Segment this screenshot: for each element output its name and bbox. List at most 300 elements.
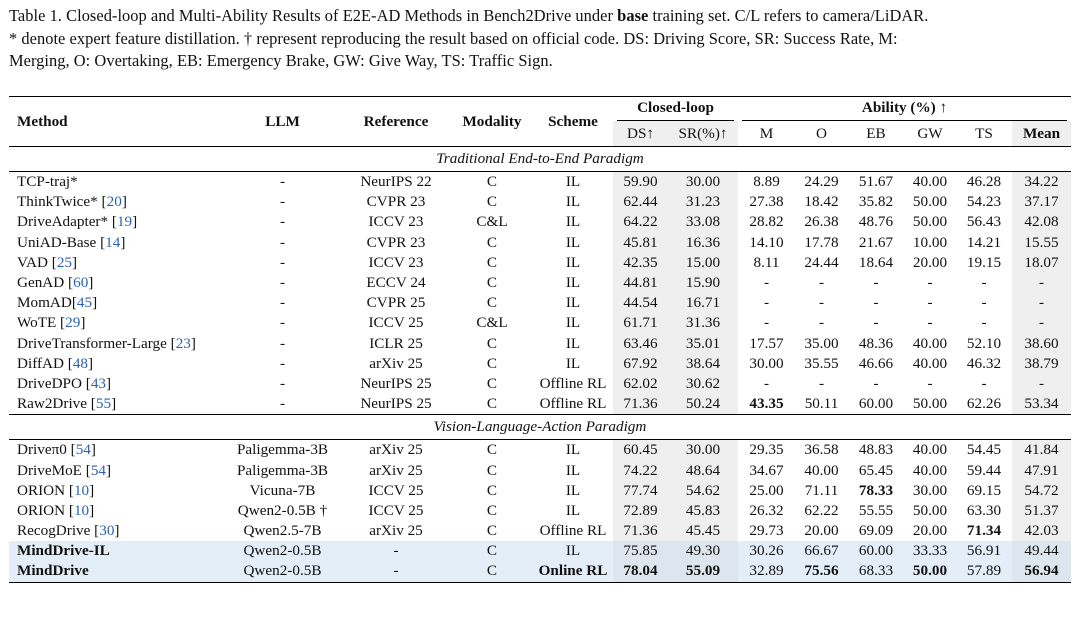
reference-cell: ICCV 23 xyxy=(368,213,424,231)
reference-cell: ICCV 25 xyxy=(368,501,424,519)
eb-cell: - xyxy=(873,274,879,292)
modality-cell: C xyxy=(486,395,498,413)
table-row xyxy=(9,440,1071,461)
ds-cell: 64.22 xyxy=(613,212,668,232)
m-cell: 29.73 xyxy=(749,522,784,540)
m-cell: 34.67 xyxy=(749,461,784,479)
gw-cell: 50.00 xyxy=(912,213,948,231)
method-cell xyxy=(9,374,224,394)
modality-cell: C xyxy=(486,294,498,312)
reference-cell: - xyxy=(341,561,451,582)
sr-cell: 54.62 xyxy=(668,481,738,501)
method-name: UniAD-Base [ xyxy=(17,233,106,251)
reference-cell: ICLR 25 xyxy=(369,334,423,352)
gw-cell: - xyxy=(927,294,933,312)
citation-bracket: ] xyxy=(114,522,120,540)
ds-cell: 71.36 xyxy=(613,521,668,541)
sr-cell: 50.24 xyxy=(668,394,738,415)
method-cell xyxy=(9,192,224,212)
method-name: DriveDPO [ xyxy=(17,374,91,392)
m-cell: 32.89 xyxy=(738,561,795,582)
table-row xyxy=(9,481,1071,501)
citation-link[interactable]: 48 xyxy=(72,354,89,372)
method-name: Raw2Drive [ xyxy=(17,395,96,413)
eb-cell: 48.83 xyxy=(858,441,894,459)
ts-cell: 62.26 xyxy=(966,395,1002,413)
scheme-cell: Offline RL xyxy=(539,522,607,540)
mean-cell: 41.84 xyxy=(1012,440,1071,461)
mean-cell: - xyxy=(1012,273,1071,293)
ts-cell: 19.15 xyxy=(966,253,1002,271)
o-cell: 17.78 xyxy=(804,233,839,251)
method-cell xyxy=(9,212,224,232)
citation-bracket: ] xyxy=(80,314,86,332)
m-cell: 25.00 xyxy=(749,481,784,499)
caption-line-1: Table 1. Closed-loop and Multi-Ability Results of E2E-AD Methods in Bench2Drive under base training set. C/L refers to camera/LiDAR. xyxy=(9,6,929,25)
table-row xyxy=(9,192,1071,212)
scheme-cell: Online RL xyxy=(533,561,613,582)
o-cell: 26.38 xyxy=(804,213,839,231)
modality-cell: C xyxy=(486,274,498,292)
o-cell: 24.29 xyxy=(804,173,839,191)
citation-link[interactable]: 25 xyxy=(56,253,72,271)
table-row xyxy=(9,212,1071,232)
ts-cell: 46.28 xyxy=(966,173,1002,191)
sr-cell: 38.64 xyxy=(668,354,738,374)
sr-cell: 45.83 xyxy=(668,501,738,521)
gw-cell: 40.00 xyxy=(912,461,948,479)
table-row xyxy=(9,293,1071,313)
ts-cell: 59.44 xyxy=(966,461,1002,479)
sr-cell: 16.36 xyxy=(668,233,738,253)
modality-cell: C xyxy=(486,253,498,271)
citation-link[interactable]: 43 xyxy=(90,374,107,392)
mean-cell: 38.60 xyxy=(1012,334,1071,354)
citation-link[interactable]: 10 xyxy=(73,481,90,499)
m-cell: 26.32 xyxy=(749,501,784,519)
ds-cell: 67.92 xyxy=(613,354,668,374)
gw-cell: 20.00 xyxy=(912,253,948,271)
o-cell: 18.42 xyxy=(804,193,839,211)
m-cell: - xyxy=(763,274,770,292)
citation-bracket: ] xyxy=(90,441,96,459)
sr-cell: 33.08 xyxy=(668,212,738,232)
col-mean: Mean xyxy=(1012,121,1071,147)
method-name: TCP-traj* xyxy=(17,173,78,191)
modality-cell: C xyxy=(486,441,498,459)
ts-cell: - xyxy=(981,314,987,332)
mean-cell: 47.91 xyxy=(1012,460,1071,480)
llm-cell: Qwen2.5-7B xyxy=(243,522,322,540)
scheme-cell: IL xyxy=(565,173,581,191)
sr-cell: 15.90 xyxy=(668,273,738,293)
m-cell: 17.57 xyxy=(749,334,784,352)
o-cell: - xyxy=(818,274,825,292)
method-name: ORION [ xyxy=(17,481,74,499)
gw-cell: 20.00 xyxy=(912,522,948,540)
citation-link[interactable]: 54 xyxy=(75,441,91,459)
m-cell: - xyxy=(763,374,770,392)
citation-bracket: ] xyxy=(121,193,127,211)
ts-cell: 54.23 xyxy=(966,193,1002,211)
citation-bracket: ] xyxy=(120,233,126,251)
col-group-ability: Ability (%) ↑ xyxy=(738,97,1071,122)
eb-cell: 48.36 xyxy=(858,334,894,352)
ts-cell: - xyxy=(981,294,987,312)
llm-cell: - xyxy=(279,354,286,372)
modality-cell: C xyxy=(486,481,498,499)
o-cell: - xyxy=(818,314,825,332)
citation-link[interactable]: 10 xyxy=(73,501,90,519)
citation-bracket: ] xyxy=(92,294,98,312)
citation-link[interactable]: 29 xyxy=(65,314,81,332)
llm-cell: - xyxy=(279,193,286,211)
eb-cell: - xyxy=(873,374,879,392)
o-cell: 20.00 xyxy=(804,522,839,540)
reference-cell: CVPR 23 xyxy=(366,193,426,211)
citation-link[interactable]: 19 xyxy=(116,213,133,231)
ds-cell: 62.02 xyxy=(613,374,668,394)
reference-cell: arXiv 25 xyxy=(369,522,423,540)
citation-link[interactable]: 30 xyxy=(99,522,115,540)
method-cell xyxy=(9,273,224,293)
table-row xyxy=(9,561,1071,582)
reference-cell: ECCV 24 xyxy=(366,274,426,292)
llm-cell: - xyxy=(279,395,286,413)
table-row xyxy=(9,273,1071,293)
o-cell: 62.22 xyxy=(804,501,839,519)
sr-cell: 48.64 xyxy=(668,460,738,480)
eb-cell: - xyxy=(873,294,879,312)
ds-cell: 59.90 xyxy=(613,172,668,193)
citation-link[interactable]: 55 xyxy=(95,395,112,413)
method-name: ORION [ xyxy=(17,501,74,519)
table-caption xyxy=(9,5,1073,73)
mean-cell: 49.44 xyxy=(1012,541,1071,561)
m-cell: 14.10 xyxy=(749,233,784,251)
method-name: DriveAdapter* [ xyxy=(17,213,117,231)
reference-cell: ICCV 23 xyxy=(368,253,424,271)
mean-cell: 15.55 xyxy=(1012,233,1071,253)
col-o: O xyxy=(816,124,827,142)
modality-cell: C xyxy=(451,541,533,561)
mean-cell: 42.03 xyxy=(1012,521,1071,541)
scheme-cell: IL xyxy=(565,213,581,231)
ts-cell: 14.21 xyxy=(966,233,1002,251)
ds-cell: 77.74 xyxy=(613,481,668,501)
sr-cell: 30.00 xyxy=(668,440,738,461)
mean-cell: - xyxy=(1012,374,1071,394)
eb-cell: 51.67 xyxy=(858,173,894,191)
citation-bracket: ] xyxy=(72,253,78,271)
llm-cell: - xyxy=(279,253,286,271)
ts-cell: - xyxy=(981,374,987,392)
llm-cell: Paligemma-3B xyxy=(236,441,329,459)
mean-cell: 51.37 xyxy=(1012,501,1071,521)
table-row xyxy=(9,313,1071,333)
modality-cell: C&L xyxy=(476,213,508,231)
o-cell: 35.55 xyxy=(804,354,839,372)
modality-cell: C xyxy=(486,522,498,540)
method-cell xyxy=(9,394,224,415)
llm-cell: - xyxy=(279,294,286,312)
eb-cell: 69.09 xyxy=(858,522,894,540)
mean-cell: 37.17 xyxy=(1012,192,1071,212)
table-row xyxy=(9,172,1071,193)
citation-link[interactable]: 23 xyxy=(175,334,191,352)
modality-cell: C xyxy=(486,461,498,479)
m-cell: 30.26 xyxy=(738,541,795,561)
reference-cell: - xyxy=(341,541,451,561)
caption-line-3: Merging, O: Overtaking, EB: Emergency Brake, GW: Give Way, TS: Traffic Sign. xyxy=(9,51,553,71)
ds-cell: 78.04 xyxy=(613,561,668,582)
ds-cell: 60.45 xyxy=(613,440,668,461)
scheme-cell: Offline RL xyxy=(539,374,607,392)
eb-cell: 48.76 xyxy=(858,213,894,231)
gw-cell: 40.00 xyxy=(912,441,948,459)
table-row xyxy=(9,233,1071,253)
method-name: Driveπ0 [ xyxy=(17,441,76,459)
sr-cell: 35.01 xyxy=(668,334,738,354)
method-cell xyxy=(9,293,224,313)
ds-cell: 44.54 xyxy=(613,293,668,313)
m-cell: 43.35 xyxy=(749,395,784,413)
col-gw: GW xyxy=(917,124,943,142)
llm-cell: - xyxy=(279,274,286,292)
gw-cell: 33.33 xyxy=(904,541,956,561)
llm-cell: - xyxy=(279,233,286,251)
col-eb: EB xyxy=(866,124,886,142)
m-cell: 28.82 xyxy=(749,213,784,231)
scheme-cell: IL xyxy=(565,314,581,332)
o-cell: 36.58 xyxy=(804,441,839,459)
reference-cell: CVPR 23 xyxy=(366,233,426,251)
ds-cell: 44.81 xyxy=(613,273,668,293)
sr-cell: 30.62 xyxy=(668,374,738,394)
modality-cell: C xyxy=(486,193,498,211)
mean-cell: 54.72 xyxy=(1012,481,1071,501)
col-m: M xyxy=(759,124,774,142)
gw-cell: - xyxy=(927,314,933,332)
ts-cell: 52.10 xyxy=(966,334,1002,352)
method-name: MindDrive xyxy=(17,562,89,580)
scheme-cell: IL xyxy=(565,461,581,479)
sr-cell: 16.71 xyxy=(668,293,738,313)
mean-cell: 42.08 xyxy=(1012,212,1071,232)
gw-cell: - xyxy=(927,374,933,392)
col-ts: TS xyxy=(975,124,993,142)
o-cell: 66.67 xyxy=(795,541,848,561)
modality-cell: C xyxy=(486,501,498,519)
gw-cell: 40.00 xyxy=(912,354,948,372)
mean-cell: 53.34 xyxy=(1012,394,1071,415)
ts-cell: 71.34 xyxy=(966,522,1002,540)
method-name: VAD [ xyxy=(17,253,57,271)
o-cell: - xyxy=(818,374,825,392)
ts-cell: 63.30 xyxy=(966,501,1002,519)
eb-cell: 21.67 xyxy=(858,233,894,251)
reference-cell: arXiv 25 xyxy=(369,461,423,479)
ts-cell: 56.43 xyxy=(966,213,1002,231)
table-row xyxy=(9,541,1071,561)
o-cell: 50.11 xyxy=(804,395,839,413)
m-cell: - xyxy=(763,314,770,332)
llm-cell: Qwen2-0.5B † xyxy=(237,501,328,519)
mean-cell: 18.07 xyxy=(1012,253,1071,273)
method-name: MomAD[ xyxy=(17,294,77,312)
scheme-cell: IL xyxy=(565,501,581,519)
gw-cell: 50.00 xyxy=(912,501,948,519)
method-cell xyxy=(9,440,224,461)
ds-cell: 75.85 xyxy=(613,541,668,561)
method-name: DiffAD [ xyxy=(17,354,73,372)
sr-cell: 15.00 xyxy=(668,253,738,273)
ts-cell: - xyxy=(981,274,987,292)
method-cell xyxy=(9,233,224,253)
ds-cell: 72.89 xyxy=(613,501,668,521)
table-row xyxy=(9,501,1071,521)
modality-cell: C xyxy=(451,561,533,582)
eb-cell: 18.64 xyxy=(858,253,894,271)
sr-cell: 55.09 xyxy=(668,561,738,582)
scheme-cell: IL xyxy=(565,253,581,271)
ds-cell: 42.35 xyxy=(613,253,668,273)
method-cell xyxy=(9,481,224,501)
method-cell xyxy=(9,521,224,541)
table-row xyxy=(9,354,1071,374)
mean-cell: - xyxy=(1012,313,1071,333)
citation-bracket: ] xyxy=(106,461,112,479)
gw-cell: - xyxy=(927,274,933,292)
eb-cell: 68.33 xyxy=(848,561,904,582)
col-reference: Reference xyxy=(363,112,429,130)
method-cell xyxy=(9,172,224,193)
method-cell xyxy=(9,354,224,374)
method-cell xyxy=(9,460,224,480)
citation-link[interactable]: 45 xyxy=(76,294,93,312)
method-cell xyxy=(9,334,224,354)
o-cell: 75.56 xyxy=(795,561,848,582)
ds-cell: 74.22 xyxy=(613,460,668,480)
scheme-cell: IL xyxy=(565,481,581,499)
eb-cell: 60.00 xyxy=(848,541,904,561)
citation-link[interactable]: 20 xyxy=(106,193,122,211)
scheme-cell: IL xyxy=(565,441,581,459)
m-cell: 29.35 xyxy=(749,441,784,459)
scheme-cell: IL xyxy=(565,294,581,312)
ds-cell: 71.36 xyxy=(613,394,668,415)
eb-cell: - xyxy=(873,314,879,332)
method-name: RecogDrive [ xyxy=(17,522,100,540)
m-cell: - xyxy=(763,294,770,312)
gw-cell: 40.00 xyxy=(912,173,948,191)
method-name: WoTE [ xyxy=(17,314,66,332)
reference-cell: ICCV 25 xyxy=(368,481,424,499)
scheme-cell: IL xyxy=(565,274,581,292)
ds-cell: 62.44 xyxy=(613,192,668,212)
method-cell xyxy=(9,541,224,561)
gw-cell: 40.00 xyxy=(912,334,948,352)
table-row xyxy=(9,394,1071,415)
mean-cell: 38.79 xyxy=(1012,354,1071,374)
citation-link[interactable]: 60 xyxy=(73,274,89,292)
table-row xyxy=(9,460,1071,480)
llm-cell: - xyxy=(279,374,286,392)
modality-cell: C&L xyxy=(476,314,508,332)
reference-cell: NeurIPS 25 xyxy=(360,374,432,392)
scheme-cell: IL xyxy=(565,233,581,251)
col-llm: LLM xyxy=(265,112,300,130)
ts-cell: 56.91 xyxy=(956,541,1012,561)
method-cell xyxy=(9,561,224,582)
ts-cell: 57.89 xyxy=(956,561,1012,582)
eb-cell: 35.82 xyxy=(858,193,894,211)
gw-cell: 50.00 xyxy=(912,193,948,211)
citation-bracket: ] xyxy=(88,354,94,372)
llm-cell: - xyxy=(279,213,286,231)
modality-cell: C xyxy=(486,173,498,191)
citation-link[interactable]: 14 xyxy=(105,233,121,251)
reference-cell: NeurIPS 25 xyxy=(360,395,432,413)
ts-cell: 54.45 xyxy=(966,441,1002,459)
method-name: DriveMoE [ xyxy=(17,461,91,479)
reference-cell: ICCV 25 xyxy=(368,314,424,332)
eb-cell: 60.00 xyxy=(858,395,894,413)
llm-cell: Paligemma-3B xyxy=(236,461,329,479)
sr-cell: 49.30 xyxy=(668,541,738,561)
m-cell: 8.11 xyxy=(753,253,780,271)
o-cell: - xyxy=(818,294,825,312)
section-title: Vision-Language-Action Paradigm xyxy=(9,415,1071,440)
llm-cell: - xyxy=(279,173,286,191)
results-table xyxy=(9,96,1071,583)
method-name: MindDrive-IL xyxy=(17,542,110,560)
m-cell: 27.38 xyxy=(749,193,784,211)
sr-cell: 31.36 xyxy=(668,313,738,333)
citation-bracket: ] xyxy=(106,374,112,392)
method-cell xyxy=(9,253,224,273)
section-row xyxy=(9,415,1071,440)
gw-cell: 30.00 xyxy=(912,481,948,499)
citation-link[interactable]: 54 xyxy=(90,461,106,479)
o-cell: 35.00 xyxy=(804,334,839,352)
modality-cell: C xyxy=(486,354,498,372)
scheme-cell: Offline RL xyxy=(539,395,607,413)
llm-cell: Qwen2-0.5B xyxy=(224,561,341,582)
llm-cell: - xyxy=(279,334,286,352)
m-cell: 30.00 xyxy=(749,354,784,372)
citation-bracket: ] xyxy=(132,213,138,231)
method-name: ThinkTwice* [ xyxy=(17,193,107,211)
llm-cell: Vicuna-7B xyxy=(249,481,316,499)
section-title: Traditional End-to-End Paradigm xyxy=(9,147,1071,172)
reference-cell: NeurIPS 22 xyxy=(360,173,432,191)
sr-cell: 30.00 xyxy=(668,172,738,193)
scheme-cell: IL xyxy=(533,541,613,561)
citation-bracket: ] xyxy=(111,395,117,413)
scheme-cell: IL xyxy=(565,334,581,352)
method-name: GenAD [ xyxy=(17,274,74,292)
llm-cell: - xyxy=(279,314,286,332)
table-row xyxy=(9,521,1071,541)
section-row xyxy=(9,147,1071,172)
m-cell: 8.89 xyxy=(753,173,780,191)
scheme-cell: IL xyxy=(565,193,581,211)
mean-cell: - xyxy=(1012,293,1071,313)
eb-cell: 78.33 xyxy=(858,481,894,499)
ds-cell: 45.81 xyxy=(613,233,668,253)
reference-cell: arXiv 25 xyxy=(369,441,423,459)
